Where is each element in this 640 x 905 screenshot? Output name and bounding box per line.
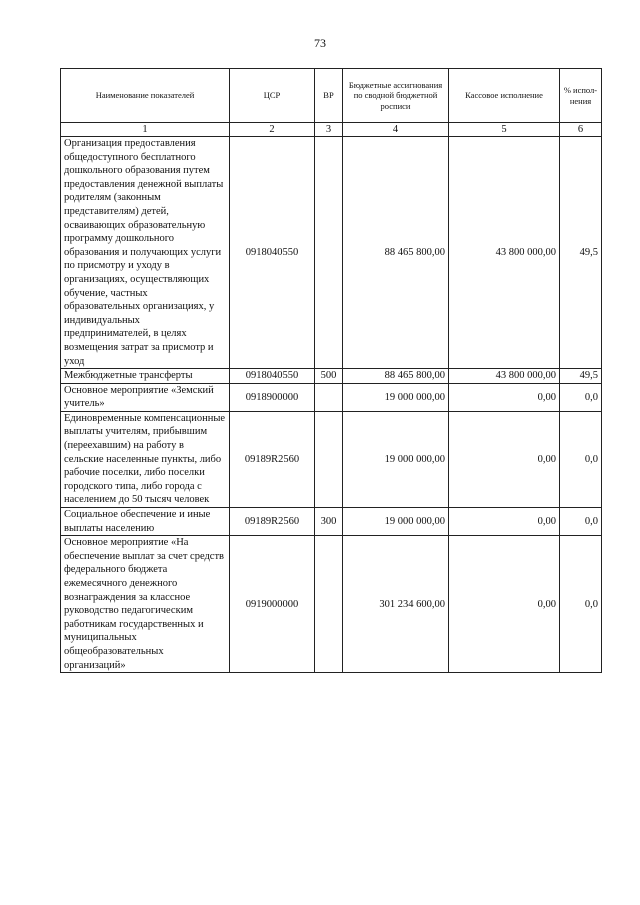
row-allocations: 19 000 000,00: [343, 383, 449, 411]
row-vr: [315, 137, 343, 369]
column-number: 2: [230, 123, 315, 137]
row-percent: 0,0: [560, 411, 602, 507]
column-number: 3: [315, 123, 343, 137]
column-number-row: [61, 123, 602, 137]
row-csr: 09189R2560: [230, 508, 315, 536]
row-csr: 0919000000: [230, 536, 315, 673]
column-number: 1: [61, 123, 230, 137]
header-allocations: Бюджетные ассигнования по сводной бюджетной росписи: [343, 69, 449, 123]
row-csr: 0918040550: [230, 137, 315, 369]
row-percent: 0,0: [560, 383, 602, 411]
row-csr: 0918040550: [230, 369, 315, 384]
row-allocations: 301 234 600,00: [343, 536, 449, 673]
table-row: [61, 508, 602, 536]
header-vr: ВР: [315, 69, 343, 123]
table-row: [61, 369, 602, 384]
row-percent: 0,0: [560, 536, 602, 673]
row-execution: 0,00: [449, 536, 560, 673]
row-name: Основное мероприятие «На обеспечение выплат за счет средств федерального бюджета ежемесячного денежного вознаграждения за классное руководство педагогическим работникам государственных и муниципальных общеобразовательных организаций»: [61, 536, 230, 673]
row-percent: 49,5: [560, 369, 602, 384]
row-percent: 0,0: [560, 508, 602, 536]
row-allocations: 88 465 800,00: [343, 369, 449, 384]
row-name: Основное мероприятие «Земский учитель»: [61, 383, 230, 411]
row-csr: 09189R2560: [230, 411, 315, 507]
column-number: 4: [343, 123, 449, 137]
row-name: Социальное обеспечение и иные выплаты населению: [61, 508, 230, 536]
row-execution: 43 800 000,00: [449, 137, 560, 369]
header-percent: % испол-нения: [560, 69, 602, 123]
table-row: [61, 383, 602, 411]
header-name: Наименование показателей: [61, 69, 230, 123]
row-csr: 0918900000: [230, 383, 315, 411]
header-row: [61, 69, 602, 123]
row-vr: [315, 411, 343, 507]
row-execution: 0,00: [449, 508, 560, 536]
row-name: Единовременные компенсационные выплаты учителям, прибывшим (переехавшим) на работу в сельские населенные пункты, либо рабочие поселки, либо поселки городского типа, либо города с населением до 50 тысяч человек: [61, 411, 230, 507]
header-execution: Кассовое исполнение: [449, 69, 560, 123]
row-execution: 0,00: [449, 411, 560, 507]
budget-execution-table: [60, 68, 602, 673]
column-number: 6: [560, 123, 602, 137]
row-vr: 300: [315, 508, 343, 536]
row-vr: 500: [315, 369, 343, 384]
row-execution: 43 800 000,00: [449, 369, 560, 384]
row-execution: 0,00: [449, 383, 560, 411]
row-vr: [315, 536, 343, 673]
table-row: [61, 137, 602, 369]
row-name: Организация предоставления общедоступного бесплатного дошкольного образования путем предоставления денежной выплаты родителям (законным представителям) детей, осваивающих образовательную программу дошкольного образования и получающих услуги по присмотру и уходу в организациях, осуществляющих обучение, частных образовательных организациях, у индивидуальных предпринимателей, в целях возмещения затрат за присмотр и уход: [61, 137, 230, 369]
table-row: [61, 536, 602, 673]
row-name: Межбюджетные трансферты: [61, 369, 230, 384]
row-vr: [315, 383, 343, 411]
table-row: [61, 411, 602, 507]
page-number: 73: [314, 36, 326, 50]
row-allocations: 19 000 000,00: [343, 508, 449, 536]
row-allocations: 19 000 000,00: [343, 411, 449, 507]
row-allocations: 88 465 800,00: [343, 137, 449, 369]
header-csr: ЦСР: [230, 69, 315, 123]
row-percent: 49,5: [560, 137, 602, 369]
column-number: 5: [449, 123, 560, 137]
